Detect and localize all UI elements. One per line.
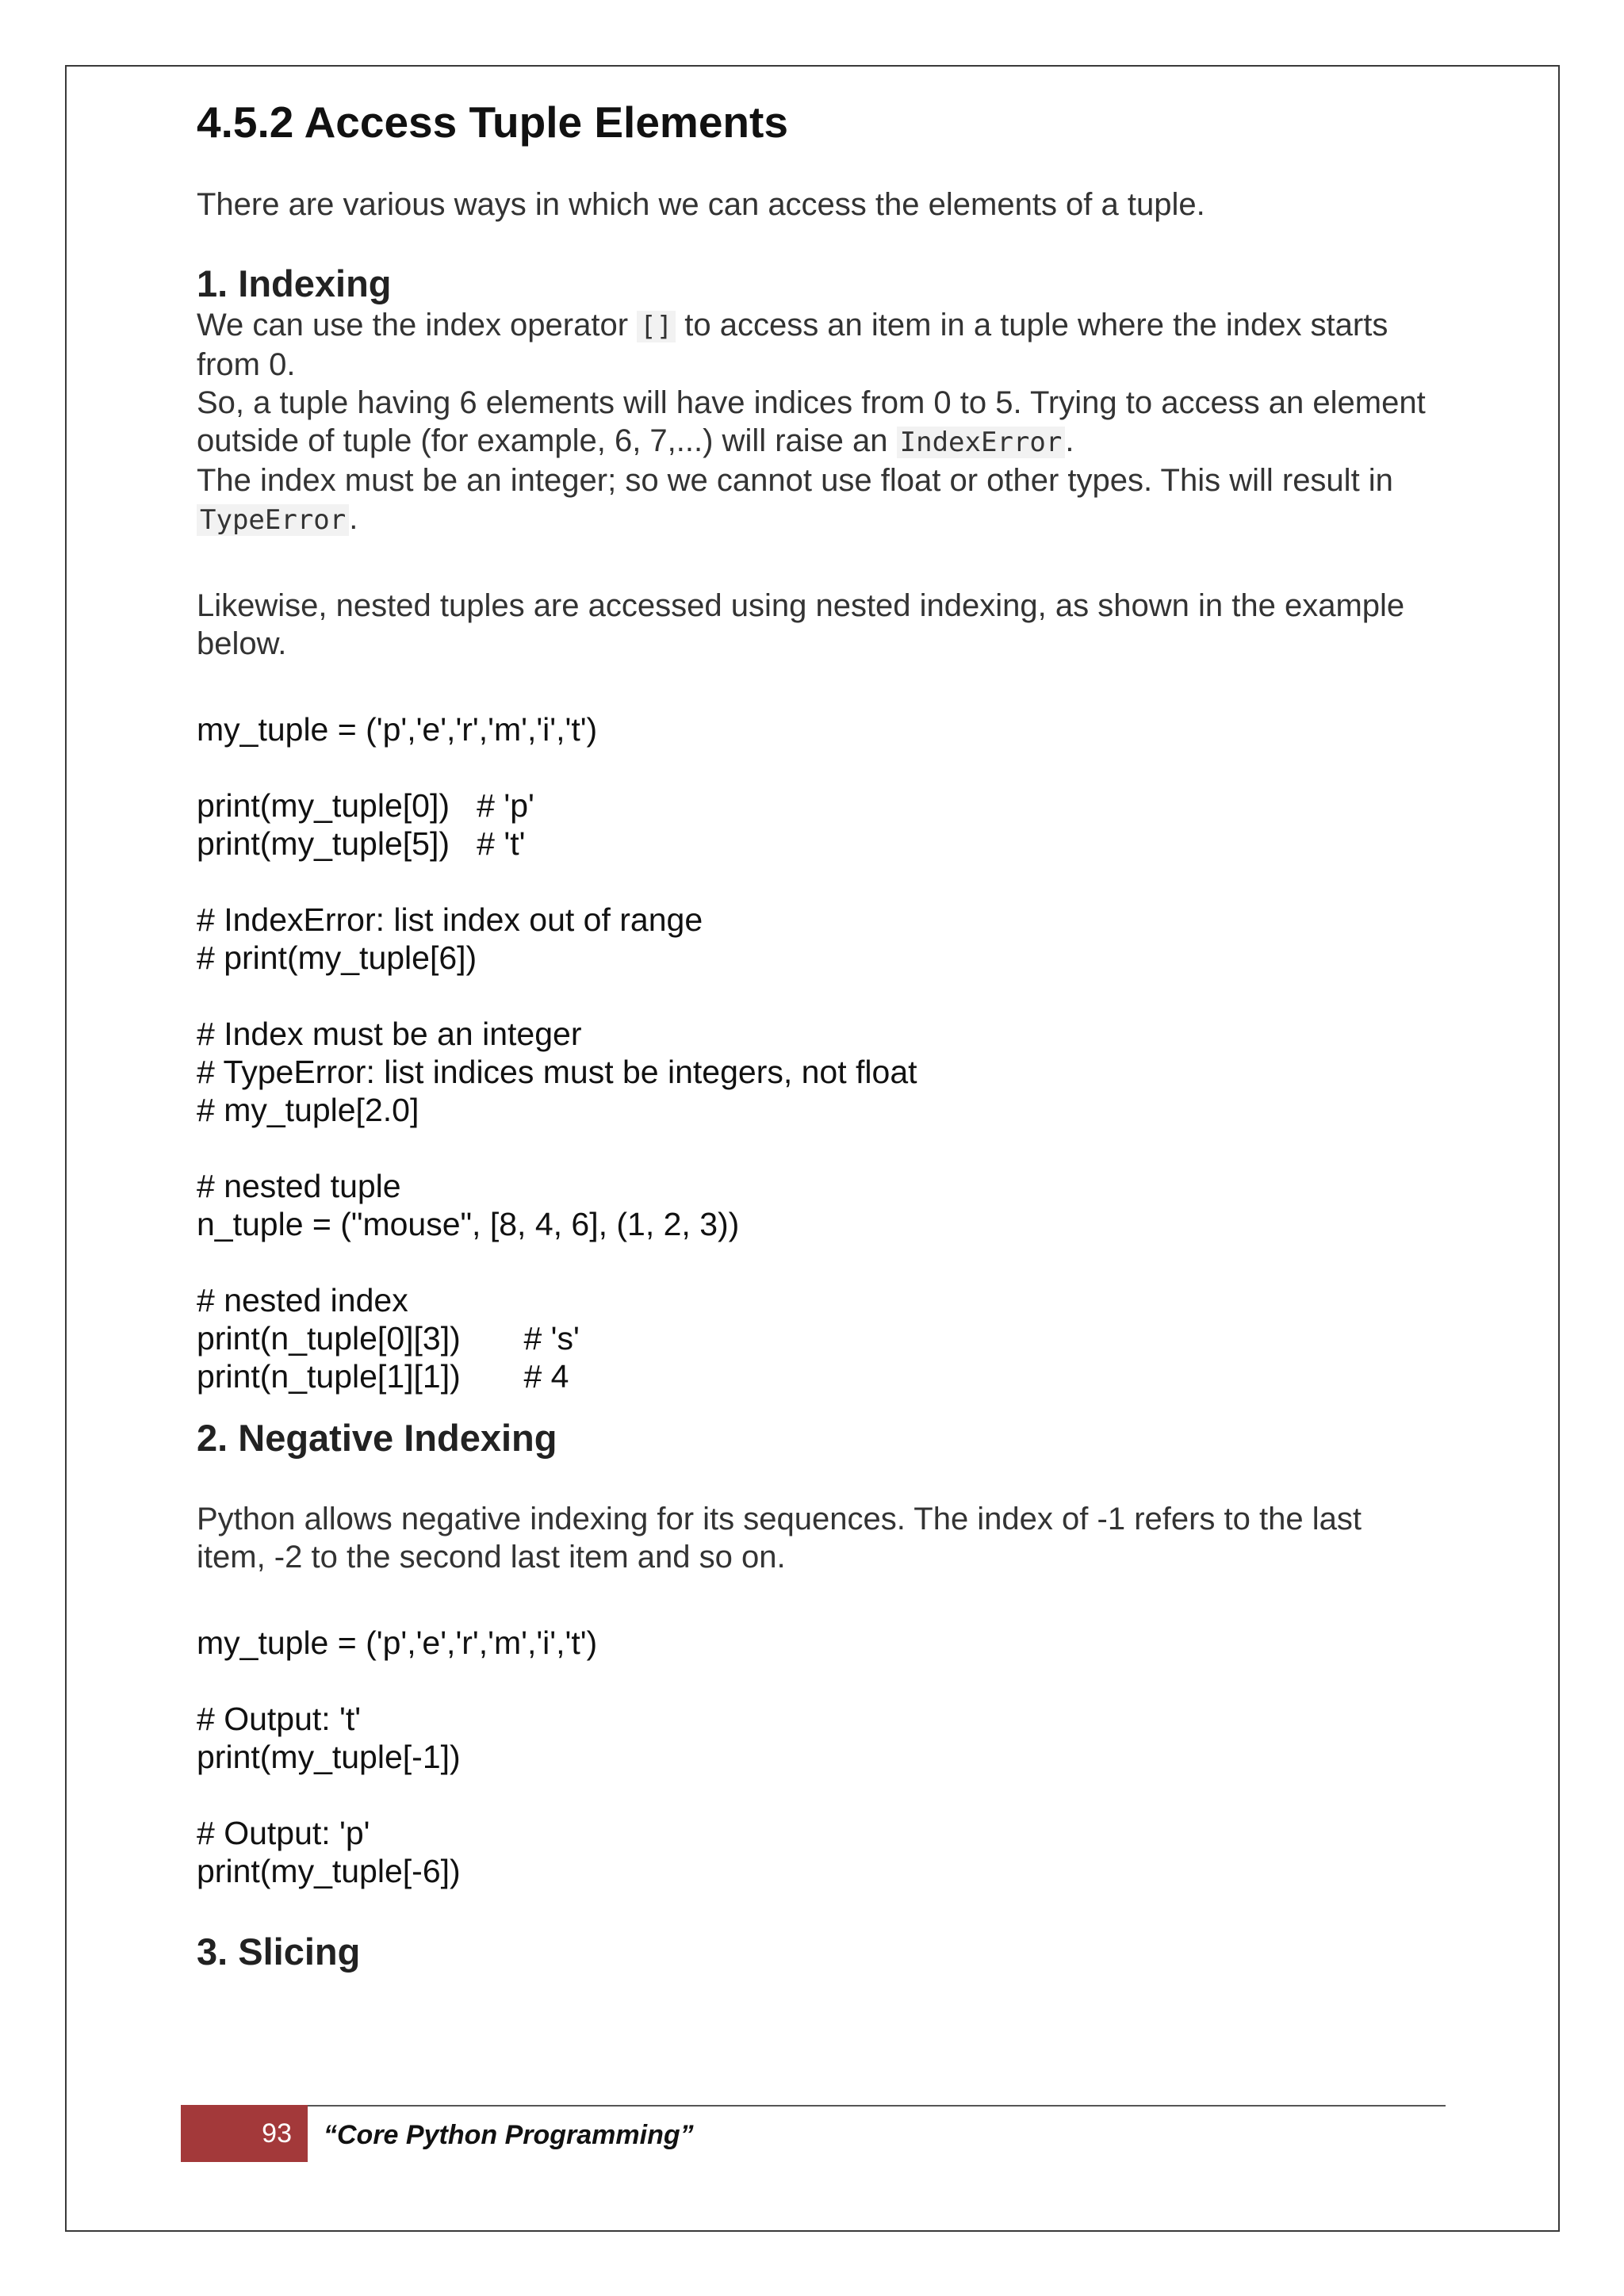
- code-line: [197, 863, 1434, 901]
- slicing-heading: 3. Slicing: [197, 1931, 361, 1973]
- text: .: [1065, 423, 1074, 458]
- code-line: # TypeError: list indices must be integers, not float: [197, 1054, 917, 1090]
- code-line: my_tuple = ('p','e','r','m','i','t'): [197, 711, 598, 748]
- indexing-paragraph-3: [197, 461, 1434, 539]
- inline-code: IndexError: [897, 427, 1066, 458]
- code-line: [197, 1662, 1434, 1700]
- indexing-paragraph-4: Likewise, nested tuples are accessed using nested indexing, as shown in the example below.: [197, 588, 1405, 661]
- intro-paragraph: There are various ways in which we can access the elements of a tuple.: [197, 187, 1205, 222]
- negative-indexing-heading: 2. Negative Indexing: [197, 1417, 557, 1459]
- indexing-paragraph-2: [197, 384, 1434, 461]
- code-line: [197, 977, 1434, 1015]
- page-content: [197, 87, 1434, 1974]
- code-line: print(n_tuple[1][1]) # 4: [197, 1358, 569, 1395]
- code-line: n_tuple = ("mouse", [8, 4, 6], (1, 2, 3)): [197, 1206, 740, 1242]
- code-line: print(my_tuple[-1]): [197, 1739, 461, 1775]
- code-line: my_tuple = ('p','e','r','m','i','t'): [197, 1624, 598, 1661]
- code-line: print(my_tuple[5]) # 't': [197, 825, 526, 862]
- book-title: “Core Python Programming”: [324, 2120, 694, 2150]
- text: to access an item in a tuple where the index starts from 0.: [197, 308, 1388, 382]
- code-line: print(n_tuple[0][3]) # 's': [197, 1320, 580, 1357]
- code-line: # nested index: [197, 1282, 408, 1318]
- text: We can use the index operator: [197, 308, 638, 342]
- code-line: [197, 1243, 1434, 1281]
- inline-code: TypeError: [197, 504, 349, 536]
- code-line: # my_tuple[2.0]: [197, 1092, 419, 1128]
- code-line: print(my_tuple[-6]): [197, 1853, 461, 1889]
- section-heading: 4.5.2 Access Tuple Elements: [197, 98, 788, 147]
- code-line: # Index must be an integer: [197, 1016, 582, 1052]
- code-line: # print(my_tuple[6]): [197, 939, 477, 976]
- footer-rule: [308, 2105, 1446, 2107]
- code-line: # Output: 't': [197, 1701, 362, 1737]
- code-line: # IndexError: list index out of range: [197, 901, 703, 938]
- indexing-code-block: [197, 710, 1434, 1395]
- negative-indexing-paragraph: Python allows negative indexing for its sequences. The index of -1 refers to the last item, -2 to the second last item and so on.: [197, 1502, 1362, 1575]
- negative-code-block: [197, 1624, 1434, 1890]
- text: The index must be an integer; so we cannot use float or other types. This will result in: [197, 463, 1393, 498]
- code-line: print(my_tuple[0]) # 'p': [197, 787, 534, 824]
- code-line: # Output: 'p': [197, 1815, 370, 1851]
- text: .: [349, 501, 358, 536]
- page-number: 93: [262, 2118, 292, 2149]
- inline-code: []: [637, 311, 676, 342]
- code-line: [197, 1776, 1434, 1814]
- page-number-badge: [181, 2105, 308, 2162]
- indexing-paragraph-1: [197, 306, 1434, 384]
- indexing-heading: 1. Indexing: [197, 262, 392, 304]
- code-line: # nested tuple: [197, 1168, 401, 1204]
- code-line: [197, 1129, 1434, 1167]
- text: So, a tuple having 6 elements will have indices from 0 to 5. Trying to access an element outside of tuple (for example, 6, 7,...) will raise an: [197, 385, 1426, 458]
- code-line: [197, 748, 1434, 786]
